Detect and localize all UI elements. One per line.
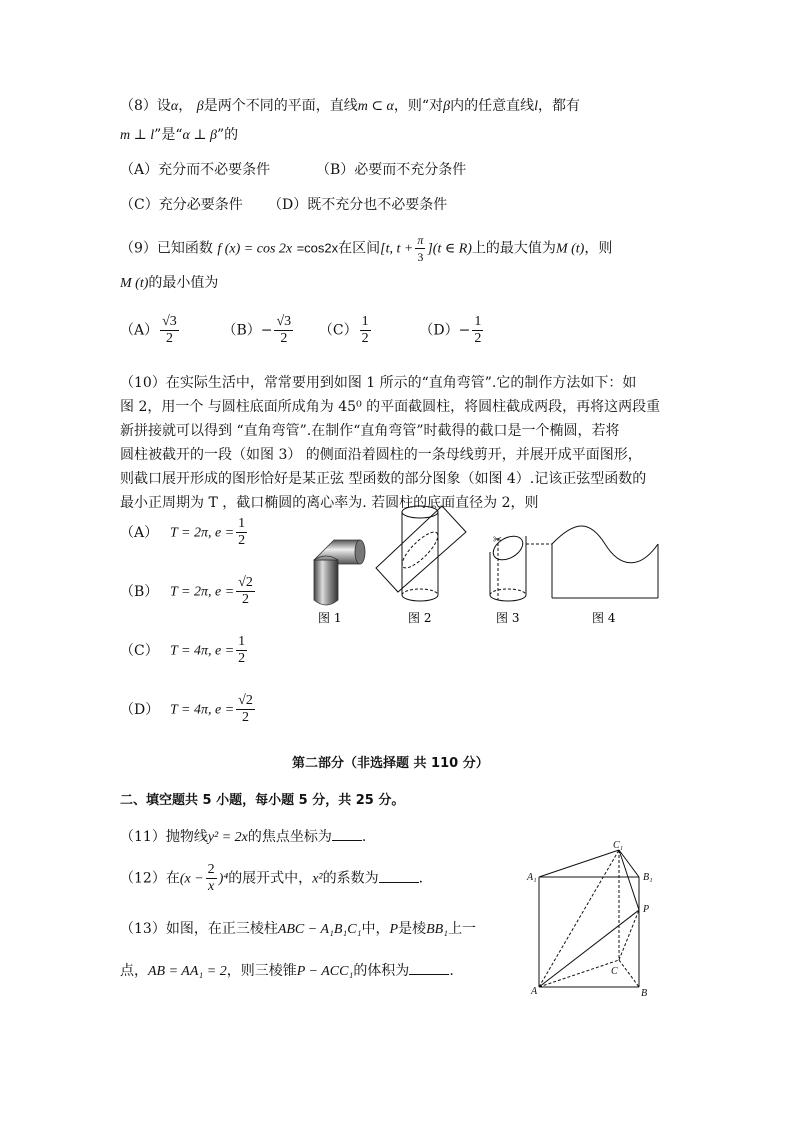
cylinder-cut-figure [376, 506, 466, 601]
q10-line-6: 最小正周期为 T ，截口椭圆的离心率为. 若圆柱的底面直径为 2，则 [120, 495, 539, 511]
label-P: P [643, 904, 650, 915]
label-B1: B₁ [643, 872, 653, 883]
q10-line-1: （10）在实际生活中，常常要用到如图 1 所示的“直角弯管”.它的制作方法如下：如 [120, 375, 637, 391]
q10-figures [290, 500, 680, 630]
q8-option-d: （D）既不充分也不必要条件 [268, 197, 448, 213]
q13-line1: （13）如图，在正三棱柱ABC − A₁B₁C₁中，P是棱BB₁上一 [120, 921, 477, 937]
q10-line-3: 新拼接就可以得到 “直角弯管”.在制作“直角弯管”时截得的截口是一个椭圆，若将 [120, 423, 620, 439]
label-A: A [531, 986, 538, 997]
q10-line-4: 圆柱被截开的一段（如图 3） 的侧面沿着圆柱的一条母线剪开，并展开成平面图形， [120, 447, 642, 463]
q10-option-b: （B） T = 2π, e = $\frac{√2}{2}$ [120, 575, 253, 607]
q10-option-d: （D） T = 4π, e = $\frac{√2}{2}$ [120, 693, 253, 725]
q8-line1: （8）设α， β是两个不同的平面，直线m ⊂ α，则“对β内的任意直线l，都有 [120, 98, 580, 114]
label-C: C [611, 966, 618, 977]
fig2-caption: 图 2 [408, 611, 432, 625]
q8-option-c: （C）充分必要条件 [120, 197, 243, 213]
part2-title: 第二部分（非选择题 共 110 分） [292, 756, 489, 771]
q8-option-a: （A）充分而不必要条件 [120, 162, 271, 178]
q9-line2: M (t)的最小值为 [120, 275, 219, 291]
label-B: B [641, 988, 648, 999]
cut-cylinder-figure [489, 531, 527, 601]
q10-line-2: 图 2，用一个 与圆柱底面所成角为 45⁰ 的平面截圆柱，将圆柱截成两段，再将这两段重 [120, 399, 661, 415]
q12: （12）在(x − $\frac{2}{x}$ )⁴的展开式中，x²的系数为 . [120, 862, 424, 894]
q10-option-a: （A） T = 2π, e = $\frac{1}{2}$ [120, 516, 246, 548]
svg-text:✂: ✂ [493, 533, 503, 546]
q11-answer-blank[interactable] [332, 840, 362, 841]
q9-line1: （9）已知函数 f (x) = cos 2x =cos2x在区间[t, t + $\frac{\pi}{3}$ ](t ∈ R)上的最大值为M (t)，则 [120, 233, 613, 264]
q9-option-c: （C） $\frac{1}{2}$ [318, 314, 369, 346]
q9-pi-over-3: $\frac{\pi}{3}$ [417, 233, 424, 264]
prism-figure [525, 840, 665, 1000]
section-title: 二、填空题共 5 小题，每小题 5 分，共 25 分。 [120, 793, 405, 808]
q9-label: （9） [120, 240, 157, 257]
fig1-caption: 图 1 [318, 611, 342, 625]
q8-option-b: （B）必要而不充分条件 [316, 162, 467, 178]
q13-line2: 点，AB = AA₁ = 2，则三棱锥P − ACC₁的体积为 . [120, 963, 454, 979]
q9-options [120, 314, 485, 347]
q9-option-a: （A） $\frac{√3}{2}$ [120, 314, 177, 346]
label-A1: A₁ [527, 872, 537, 883]
fig3-caption: 图 3 [496, 611, 520, 625]
q10-line-5: 则截口展开形成的图形恰好是某正弦 型函数的部分图象（如图 4）.记该正弦型函数的 [120, 471, 647, 487]
elbow-pipe-figure [314, 540, 365, 605]
q8-label: （8） [120, 98, 157, 114]
fig4-caption: 图 4 [592, 611, 616, 625]
label-C1: C₁ [613, 840, 624, 851]
q9-option-b: （B）− $\frac{√3}{2}$ [222, 314, 292, 346]
q9-option-d: （D）− $\frac{1}{2}$ [419, 314, 482, 346]
q12-answer-blank[interactable] [379, 882, 419, 883]
q8-line2: m ⊥ l”是“α ⊥ β”的 [120, 127, 239, 143]
q13-answer-blank[interactable] [409, 974, 449, 975]
q11: （11）抛物线y² = 2x的焦点坐标为 . [120, 829, 367, 845]
unrolled-sine-figure [526, 526, 658, 598]
q10-option-c: （C） T = 4π, e = $\frac{1}{2}$ [120, 634, 246, 666]
